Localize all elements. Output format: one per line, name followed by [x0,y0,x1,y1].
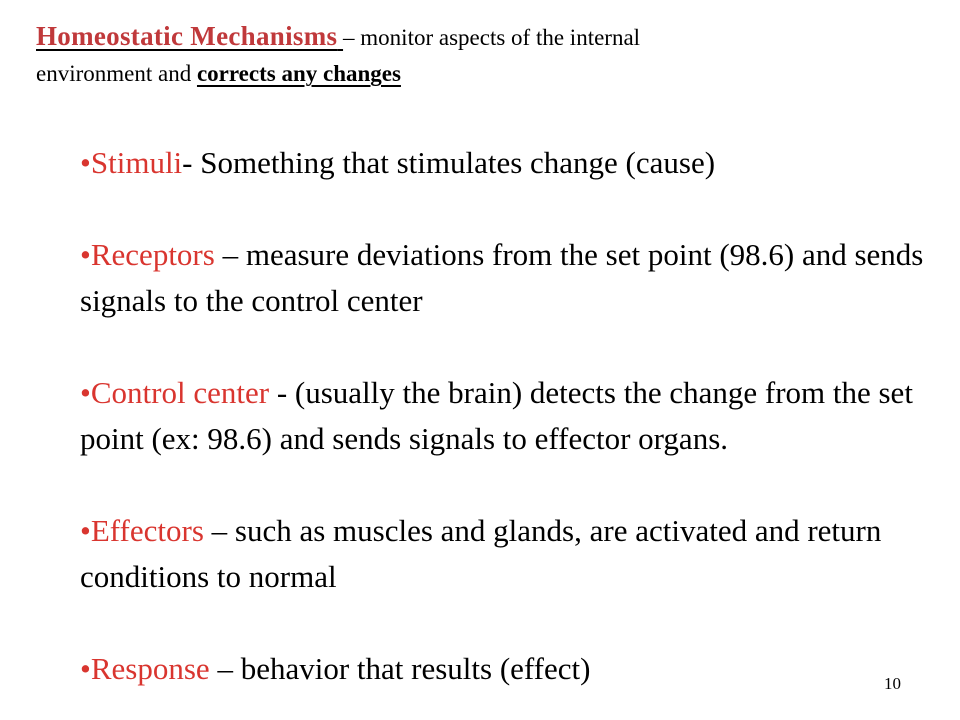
bullet-marker: • [80,145,91,180]
page-number: 10 [884,674,901,693]
bullet-response [80,646,930,692]
bullet-text: – behavior that results (effect) [209,651,591,686]
bullet-term: Effectors [90,513,204,548]
header-dash: – [343,25,355,50]
slide-header [36,18,916,92]
bullet-term: Receptors [90,237,215,272]
bullet-text: - (usually the brain) detects the change from the set point (ex: 98.6) and sends signals to effector organs. [80,375,913,456]
bullet-marker: • [80,651,91,686]
bullet-stimuli [80,140,930,186]
bullet-marker: • [80,513,91,548]
bullet-control-center [80,370,930,462]
bullet-term: Control center [90,375,270,410]
header-emphasis: corrects any changes [196,61,401,86]
bullet-term: Stimuli [90,145,183,180]
bullet-effectors [80,508,930,600]
header-text-line1: monitor aspects of the internal [354,25,641,50]
bullet-list [80,140,930,692]
bullet-marker: • [80,375,91,410]
bullet-text: - Something that stimulates change (cause) [182,145,716,180]
bullet-marker: • [80,237,91,272]
header-text-line2: environment and [36,61,197,86]
bullet-term: Response [90,651,210,686]
bullet-text: – measure deviations from the set point (98.6) and sends signals to the control center [80,237,924,318]
header-title: Homeostatic Mechanisms [36,21,338,51]
bullet-receptors [80,232,930,324]
bullet-text: – such as muscles and glands, are activated and return conditions to normal [80,513,882,594]
